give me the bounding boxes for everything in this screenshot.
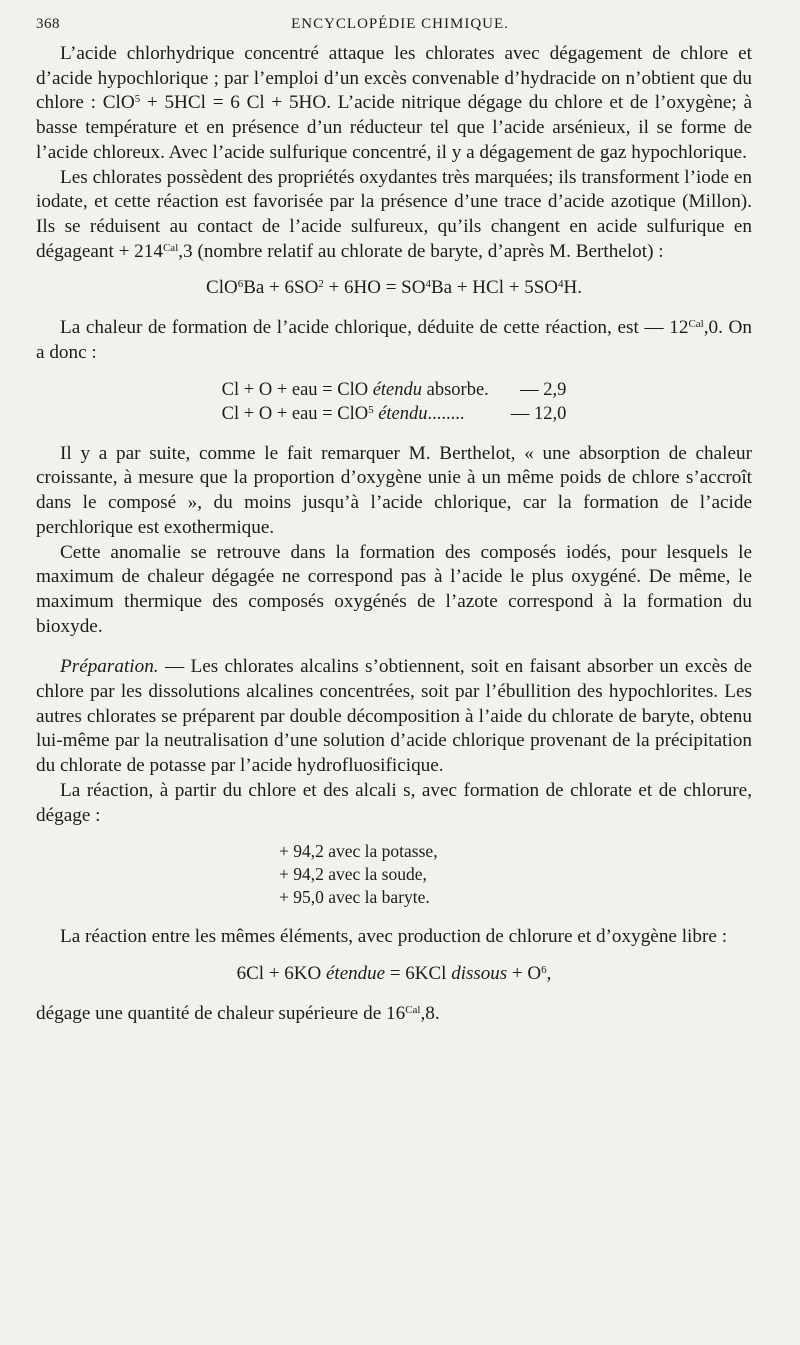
superscript: 4 <box>557 278 564 291</box>
text-run: ,3 (nombre relatif au chlorate de baryte, d’après M. Berthelot) : <box>178 240 664 262</box>
eq-part: + 6HO = SO <box>323 277 426 299</box>
eq-part: Ba + 6SO <box>243 277 319 299</box>
eq-part: Cl + O + eau = ClO <box>221 403 369 424</box>
superscript: 6 <box>541 963 547 976</box>
paragraph-heat-quantity <box>36 1002 752 1027</box>
eq-part: étendue <box>325 962 386 984</box>
table-cell-equation <box>218 378 493 402</box>
superscript: 5 <box>368 403 374 416</box>
eq-part: étendu <box>373 403 428 424</box>
running-title: ENCYCLOPÉDIE CHIMIQUE. <box>291 16 509 32</box>
table-row <box>218 378 571 402</box>
text-run: dégage une quantité de chaleur supérieure de 16 <box>36 1002 406 1024</box>
section-lead: Préparation. <box>60 656 159 678</box>
page-body <box>36 42 752 1027</box>
superscript: Cal <box>162 241 179 254</box>
text-run: L’acide chlorhydrique concentré attaque les chlorates avec dégagement de chlore et d’acide hypochlorique ; par l’emploi d’un excès convenable d’hydracide on n’obtient que du chlore : ClO <box>36 43 752 114</box>
superscript: 4 <box>425 278 431 291</box>
equation-baryta-reduction <box>36 276 752 300</box>
eq-part: Cl + O + eau = ClO <box>221 379 373 400</box>
text-run: ,8. <box>420 1002 440 1024</box>
eq-part: 6Cl + 6KO <box>236 962 326 984</box>
table-cell-equation <box>218 402 493 426</box>
eq-part: H. <box>563 277 582 299</box>
thermochemical-table <box>218 378 571 426</box>
paragraph-chloride-oxygen: La réaction entre les mêmes éléments, avec production de chlorure et d’oxygène libre : <box>60 926 728 948</box>
heat-values-list <box>279 840 509 909</box>
superscript: 5 <box>134 93 141 106</box>
eq-part: étendu <box>372 379 423 400</box>
eq-part: + O <box>507 962 542 984</box>
paragraph-chlorhydric-acid <box>36 42 752 166</box>
paragraph-preparation <box>36 655 752 779</box>
text-run: — Les chlorates alcalins s’obtiennent, soit en faisant absorber un excès de chlore par les dissolutions alcalines concentrées, soit par l’ébullition des hypochlorites. Les autres chlorates se préparent par double décomposition à l’aide du chlorate de baryte, obtenu lui-même par la neutralisation d’une solution d’acide chlorique provenant de la précipitation du chlorate de potasse par l’acide hydrofluosificique. <box>36 656 752 777</box>
eq-part: Ba + HCl + 5SO <box>430 277 558 299</box>
list-item: + 94,2 avec la soude, <box>279 864 427 885</box>
list-item: + 94,2 avec la potasse, <box>279 841 438 862</box>
superscript: 2 <box>318 278 324 291</box>
list-item: + 95,0 avec la baryte. <box>279 887 430 908</box>
eq-part: absorbe. <box>422 379 489 400</box>
superscript: Cal <box>405 1003 421 1016</box>
text-run: La chaleur de formation de l’acide chlorique, déduite de cette réaction, est — 12 <box>60 317 689 339</box>
equation-potash <box>36 962 752 986</box>
paragraph-oxidizing-properties <box>36 166 752 265</box>
eq-part: dissous <box>451 962 508 984</box>
eq-part: ClO <box>206 277 238 299</box>
paragraph-heat-of-formation <box>36 316 752 365</box>
table-row <box>218 402 571 426</box>
page-number: 368 <box>36 16 60 32</box>
eq-part: ........ <box>427 403 465 424</box>
eq-part: , <box>546 962 552 984</box>
text-run: Les chlorates possèdent des propriétés oxydantes très marquées; ils transforment l’iode en iodate, et cette réaction est favorisée par la présence d’une trace d’acide azotique (Millon). Ils se réduisent au contact de l’acide sulfureux, qu’ils changent en acide sulfurique en dégageant + 214 <box>36 166 752 262</box>
superscript: 6 <box>237 278 244 291</box>
eq-part: = 6KCl <box>385 962 452 984</box>
text-run: ,0. On a donc : <box>36 317 752 364</box>
paragraph-berthelot-remark: Il y a par suite, comme le fait remarquer M. Berthelot, « une absorption de chaleur croissante, à mesure que la proportion d’oxygène unie à un même poids de chlore s’accroît dans le composé », du moins jusqu’à l’acide chlorique, car la formation de l’acide perchlorique est exothermique. <box>36 442 752 538</box>
paragraph-anomaly: Cette anomalie se retrouve dans la formation des composés iodés, pour lesquels le maximum de chaleur dégagée ne correspond pas à l’acide le plus oxygéné. De même, le maximum thermique des composés oxygénés de l’azote correspond à la formation du bioxyde. <box>36 541 752 637</box>
running-header <box>36 14 764 38</box>
table-cell-value: — 2,9 <box>520 379 567 400</box>
superscript: Cal <box>688 318 704 331</box>
table-cell-value: — 12,0 <box>510 403 567 424</box>
text-run: + 5HCl = 6 Cl + 5HO. L’acide nitrique dégage du chlore et de l’oxygène; à basse température et en présence d’un réducteur tel que l’acide arsénieux, il se forme de l’acide chloreux. Avec l’acide sulfurique concentré, il y a dégagement de gaz hypochlorique. <box>36 92 752 163</box>
paragraph-reaction-alkali: La réaction, à partir du chlore et des alcali s, avec formation de chlorate et de chlorure, dégage : <box>36 779 752 826</box>
